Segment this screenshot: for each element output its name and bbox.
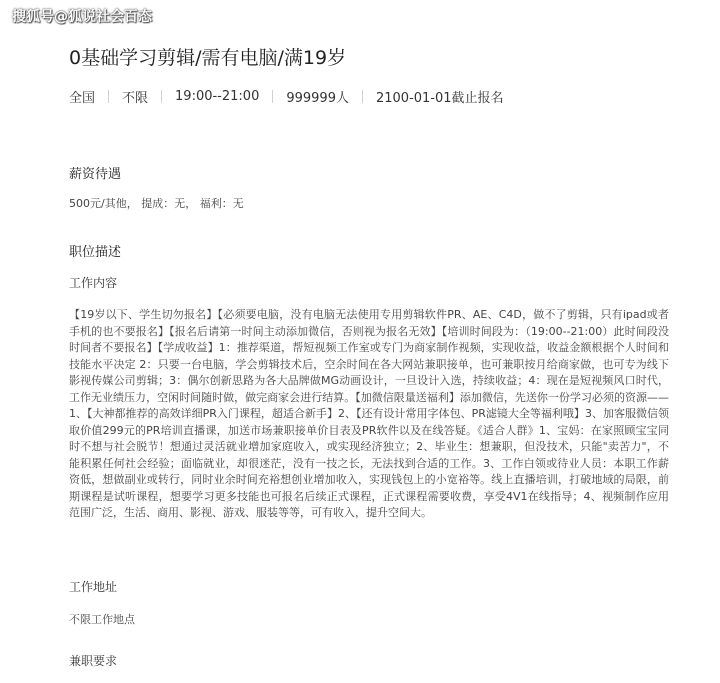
job-headcount: 999999人 — [286, 91, 349, 106]
job-hours: 19:00--21:00 — [175, 89, 260, 104]
address-text: 不限工作地点 — [69, 613, 135, 626]
job-title: 0基础学习剪辑/需有电脑/满19岁 — [69, 47, 347, 69]
salary-text: 500元/其他， 提成：无， 福利：无 — [69, 197, 244, 210]
work-content-body: 【19岁以下、学生切勿报名】【必须要电脑，没有电脑无法使用专用剪辑软件PR、AE、C4D，做不了剪辑，只有ipad或者手机的也不要报名】【报名后请第一时间主动添加微信，否则视为报名无效】【培训时间段为：（19:00--21:00）此时间段没时间者不要报名】【学成收益】1：推荐渠道，帮短视频工作室或专门为商家制作视频，实现收益，收益金额根据个人时间和技能水平决定 2：只要一台电脑，学会剪辑技术后，空余时间在各大网站兼职接单，也可兼职按月给商家做，也可专为线下影视传媒公司剪辑；3：偶尔创新思路为各大品牌做MG动画设计，一旦设计入选，持续收益；4：现在是短视频风口时代，工作无业绩压力，空闲时间随时做，做完商家会进行结算。【加微信限量送福利】添加微信，先送你一份学习必须的资源—— 1、【大神都推荐的高效详细PR入门课程，超适合新手】2、【还有设计常用字体包、PR滤镜大全等福利哦】3、加客服微信领取价值299元的PR培训直播课，加送市场兼职接单价目表及PR软件以及在线答疑。《适合人群》1、宝妈：在家照顾宝宝同时不想与社会脱节！想通过灵活就业增加家庭收入，或实现经济独立；2、毕业生：想兼职，但没技术，只能"卖苦力"，不能积累任何社会经验；面临就业，却很迷茫，没有一技之长，无法找到合适的工作。3、工作白领或待业人员：本职工作薪资低，想做副业或转行，同时业余时间充裕想创业增加收入，实现钱包上的小宽裕等。线上直播培训，打破地域的局限，前期课程是试听课程，想要学习更多技能也可报名后续正式课程，正式课程需要收费，享受4V1在线指导；4、视频制作应用范围广泛，生活、商用、影视、游戏、服装等等，可有收入，提升空间大。 — [69, 308, 669, 519]
job-deadline: 2100-01-01截止报名 — [375, 91, 504, 106]
job-meta-row — [69, 87, 504, 106]
parttime-heading: 兼职要求 — [69, 654, 118, 668]
description-heading: 职位描述 — [69, 245, 122, 260]
job-requirement: 不限 — [122, 91, 149, 106]
meta-divider — [161, 90, 162, 103]
work-content-heading: 工作内容 — [69, 276, 118, 290]
meta-divider — [362, 90, 363, 103]
meta-divider — [108, 90, 109, 103]
salary-heading: 薪资待遇 — [69, 167, 122, 182]
address-heading: 工作地址 — [69, 580, 118, 594]
watermark: 搜狐号@狐说社会百态 — [12, 9, 152, 25]
job-location: 全国 — [69, 91, 96, 106]
meta-divider — [272, 90, 273, 103]
